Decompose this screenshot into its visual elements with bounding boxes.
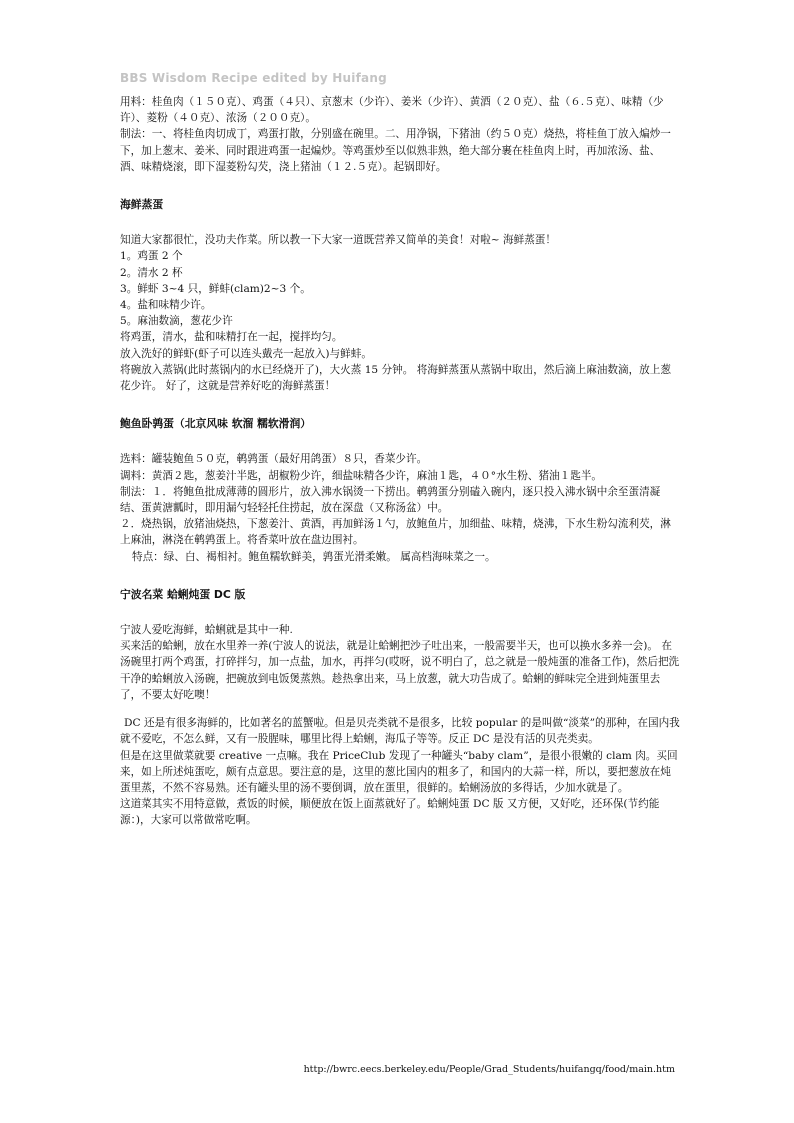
recipe-osmanthus-fish-egg [120,94,680,175]
recipe4-paragraph: 这道菜其实不用特意做，煮饭的时候，顺便放在饭上面蒸就好了。蛤蜊炖蛋 DC 版 又方便，又好吃，还环保(节约能源：)，大家可以常做常吃啊。 [120,798,660,827]
recipe4-paragraph: 但是在这里做菜就要 creative 一点嘛。我在 PriceClub 发现了一种罐头“baby clam”，是很小很嫩的 clam 肉。买回来，如上所述炖蛋吃，颇有点意思。要注意的是，这里的葱比国内的粗多了，和国内的大蒜一样，所以，要把葱放在炖蛋里蒸，不然不容易熟。还有罐头里的汤不要倒调，放在蛋里，很鲜的。蛤蜊汤放的多得话，少加水就是了。 [120,749,678,794]
recipe1-ingredients: 用料：桂鱼肉（１５０克）、鸡蛋（４只）、京葱末（少许）、姜米（少许）、黄酒（２０克）、盐（６.５克）、味精（少许）、菱粉（４０克）、浓汤（２００克）。 [120,96,664,125]
recipe2-item: 4。盐和味精少许。 [120,299,212,312]
recipe2-item: 2。清水 2 杯 [120,266,183,279]
document-body [120,94,680,829]
recipe2-step: 放入洗好的鲜虾(虾子可以连头戴壳一起放入)与鲜蚌。 [120,347,372,360]
recipe2-item: 1。鸡蛋 2 个 [120,250,183,263]
source-url: http://bwrc.eecs.berkeley.edu/People/Grad_Students/huifangq/food/main.htm [303,1064,675,1075]
recipe1-method: 制法：一、将桂鱼肉切成丁，鸡蛋打散，分别盛在碗里。二、用净锅，下猪油（约５０克）烧热，将桂鱼丁放入煸炒一下，加上葱末、姜米、同时跟进鸡蛋一起煸炒。等鸡蛋炒至以似熟非熟，绝大部分裹在桂鱼肉上时，再加浓汤、盐、酒、味精烧滚，即下湿菱粉勾芡，浇上猪油（１２.５克）。起锅即好。 [120,128,671,173]
recipe3-method-2: ２．烧热锅，放猪油烧热，下葱姜汁、黄酒，再加鲜汤１勺，放鲍鱼片，加细盐、味精，烧沸，下水生粉勾流利芡，淋上麻油，淋浇在鹌鹑蛋上。将香菜叶放在盘边围衬。 [120,518,671,547]
recipe-seafood-steamed-egg [120,197,680,394]
recipe4-paragraph: 买来活的蛤蜊，放在水里养一养(宁波人的说法，就是让蛤蜊把沙子吐出来，一般需要半天，也可以换水多养一会)。 在汤碗里打两个鸡蛋，打碎拌匀，加一点盐，加水，再拌匀(哎呀，说不明白了，总之就是一般炖蛋的准备工作)，然后把洗干净的蛤蜊放入汤碗，把碗放到电饭煲蒸熟。趁热拿出来，马上放葱，就大功告成了。蛤蜊的鲜味完全进到炖蛋里去了，不要太好吃噢！ [120,640,680,701]
recipe2-intro: 知道大家都很忙，没功夫作菜。所以教一下大家一道既营养又简单的美食！对啦~ 海鲜蒸蛋！ [120,234,556,247]
recipe3-ingredients: 选料：罐装鲍鱼５０克，鹌鹑蛋（最好用鸽蛋）８只，香菜少许。 [120,453,428,466]
recipe3-seasoning: 调料：黄酒２匙，葱姜汁半匙，胡椒粉少许，细盐味精各少许，麻油１匙，４０°水生粉、猪油１匙半。 [120,469,603,482]
recipe4-title: 宁波名菜 蛤蜊炖蛋 DC 版 [120,587,246,601]
recipe3-features: 特点：绿、白、褐相衬。鲍鱼糯软鲜美，鹑蛋光滑柔嫩。 属高档海味菜之一。 [132,550,496,563]
recipe2-title: 海鲜蒸蛋 [120,198,164,212]
recipe4-paragraph: DC 还是有很多海鲜的，比如著名的蓝蟹啦。但是贝壳类就不是很多，比较 popular 的是叫做“淡菜”的那种，在国内我就不爱吃，不怎么鲜，又有一股腥味，哪里比得上蛤蜊，海瓜子等等。反正 DC 是没有活的贝壳类卖。 [120,717,680,746]
recipe3-method-1: 制法：１．将鲍鱼批成薄薄的圆形片，放入沸水锅烫一下捞出。鹌鹑蛋分别磕入碗内，逐只投入沸水锅中余至蛋清凝结、蛋黄溏瓤时，即用漏勺轻轻托住捞起，放在深盘（又称汤盆）中。 [120,485,661,515]
recipe2-item: 5。麻油数滴，葱花少许 [120,315,233,328]
recipe4-paragraph: 宁波人爱吃海鲜，蛤蜊就是其中一种. [120,624,293,637]
recipe2-step: 将碗放入蒸锅(此时蒸锅内的水已经烧开了)，大火蒸 15 分钟。 将海鲜蒸蛋从蒸锅中取出，然后滴上麻油数滴，放上葱花少许。 好了，这就是营养好吃的海鲜蒸蛋！ [120,363,671,393]
recipe-abalone-quail-egg [120,416,680,565]
recipe2-item: 3。鲜虾 3~4 只，鲜蚌(clam)2~3 个。 [120,282,311,295]
recipe2-step: 将鸡蛋，清水，盐和味精打在一起，搅拌均匀。 [120,331,343,344]
recipe-clam-steamed-egg [120,587,680,829]
recipe3-title: 鲍鱼卧鹑蛋（北京风味 软溜 糯软滑润） [120,417,312,431]
page-header: BBS Wisdom Recipe edited by Huifang [120,71,387,85]
